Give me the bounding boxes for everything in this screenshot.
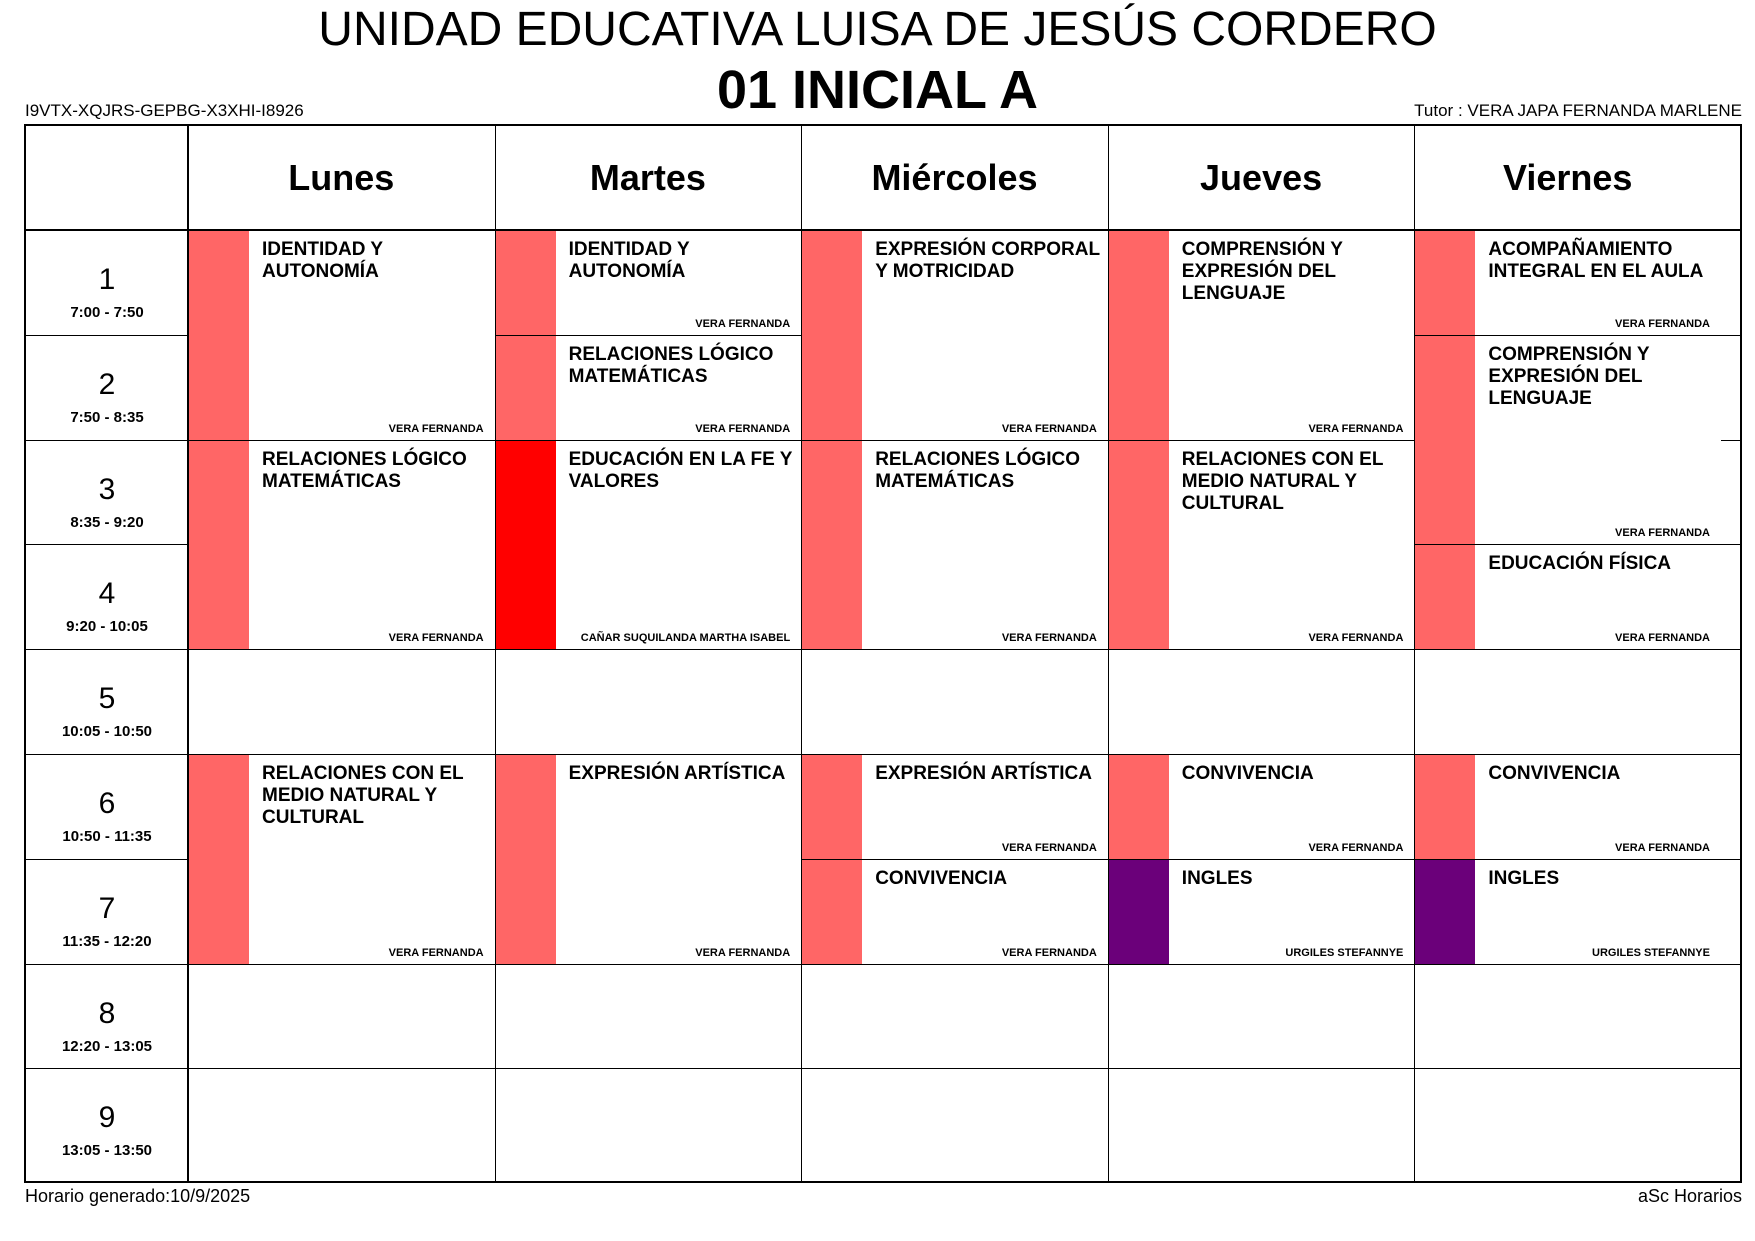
subject-color-bar [1415, 755, 1475, 859]
subject-color-bar [1109, 231, 1169, 440]
lesson-card[interactable] [189, 755, 495, 964]
subject-color-bar [802, 755, 862, 859]
subject-color-bar [1415, 231, 1475, 335]
subject-name: EXPRESIÓN ARTÍSTICA [875, 763, 1092, 784]
teacher-name: VERA FERNANDA [695, 317, 791, 330]
subject-color-bar [189, 755, 249, 964]
subject-name: INGLES [1488, 867, 1560, 889]
period-time: 13:05 - 13:50 [61, 1142, 153, 1160]
lesson-card[interactable] [1415, 860, 1721, 964]
subject-color-bar [496, 231, 556, 335]
day-header: Jueves [1200, 157, 1323, 198]
subject-color-bar [1415, 860, 1475, 964]
lesson-card[interactable] [189, 231, 495, 440]
period-time: 7:50 - 8:35 [70, 408, 144, 426]
subject-name: EDUCACIÓN EN LA FE Y VALORES [568, 448, 793, 492]
lesson-card[interactable] [1415, 231, 1721, 335]
class-title: 01 INICIAL A [716, 60, 1039, 120]
subject-name: CONVIVENCIA [1488, 763, 1621, 784]
lesson-card[interactable] [1109, 755, 1415, 859]
subject-color-bar [189, 231, 249, 440]
lesson-card[interactable] [802, 441, 1108, 650]
period-label [26, 544, 188, 649]
teacher-name: VERA FERNANDA [1001, 841, 1097, 854]
subject-color-bar [1109, 860, 1169, 964]
lesson-card[interactable] [1109, 441, 1415, 650]
subject-color-bar [1415, 545, 1475, 649]
grid-divider [26, 964, 1740, 965]
period-label [26, 230, 188, 335]
period-time: 7:00 - 7:50 [70, 304, 144, 321]
subject-color-bar [1109, 441, 1169, 650]
teacher-name: VERA FERNANDA [1308, 632, 1404, 645]
subject-name: INGLES [1181, 867, 1253, 889]
teacher-name: VERA FERNANDA [695, 946, 791, 959]
teacher-name: VERA FERNANDA [1615, 841, 1710, 854]
day-header: Martes [589, 157, 706, 198]
period-label [26, 754, 188, 859]
subject-color-bar [189, 441, 249, 650]
subject-color-bar [802, 231, 862, 440]
teacher-name: VERA FERNANDA [1001, 422, 1097, 435]
period-number: 3 [98, 472, 116, 506]
teacher-name: VERA FERNANDA [1615, 317, 1710, 330]
subject-name: RELACIONES LÓGICO MATEMÁTICAS [568, 343, 774, 387]
subject-color-bar [802, 441, 862, 650]
subject-name: IDENTIDAD Y AUTONOMÍA [568, 239, 690, 282]
subject-name: COMPRENSIÓN Y EXPRESIÓN DEL LENGUAJE [1181, 239, 1343, 304]
teacher-name: VERA FERNANDA [1308, 422, 1404, 435]
subject-color-bar [496, 336, 556, 440]
period-time: 11:35 - 12:20 [62, 932, 152, 950]
period-number: 2 [98, 367, 116, 401]
lesson-card[interactable] [1415, 336, 1721, 545]
teacher-name: VERA FERNANDA [388, 946, 484, 959]
document-code: I9VTX-XQJRS-GEPBG-X3XHI-I8926 [25, 101, 304, 120]
period-label [26, 859, 188, 964]
teacher-name: CAÑAR SUQUILANDA MARTHA ISABEL [580, 632, 791, 645]
teacher-name: VERA FERNANDA [1308, 841, 1404, 854]
lesson-card[interactable] [802, 755, 1108, 859]
subject-color-bar [1415, 336, 1475, 545]
period-time: 10:50 - 11:35 [62, 828, 152, 845]
subject-name: EXPRESIÓN ARTÍSTICA [568, 763, 786, 784]
teacher-name: VERA FERNANDA [695, 422, 791, 435]
timetable-grid [24, 124, 1742, 1183]
lesson-card[interactable] [496, 336, 802, 440]
lesson-card[interactable] [1415, 545, 1721, 649]
subject-color-bar [802, 860, 862, 964]
subject-name: RELACIONES CON EL MEDIO NATURAL Y CULTURAL [1181, 448, 1384, 514]
lesson-card[interactable] [1109, 231, 1415, 440]
period-label [26, 649, 188, 754]
grid-divider [26, 1068, 1740, 1069]
teacher-name: VERA FERNANDA [1615, 632, 1710, 645]
lesson-card[interactable] [496, 441, 802, 650]
lesson-card[interactable] [1415, 755, 1721, 859]
teacher-name: URGILES STEFANNYE [1285, 946, 1404, 959]
lesson-card[interactable] [802, 860, 1108, 964]
teacher-name: VERA FERNANDA [388, 422, 484, 435]
day-header: Miércoles [871, 157, 1038, 198]
period-time: 10:05 - 10:50 [61, 723, 153, 741]
subject-name: EDUCACIÓN FÍSICA [1488, 553, 1672, 575]
period-number: 4 [98, 577, 116, 611]
subject-name: RELACIONES LÓGICO MATEMÁTICAS [262, 448, 467, 492]
period-time: 8:35 - 9:20 [70, 513, 144, 531]
period-label [26, 964, 188, 1069]
software-credit: aSc Horarios [1637, 1186, 1742, 1206]
period-time: 12:20 - 13:05 [61, 1037, 153, 1055]
lesson-card[interactable] [496, 231, 802, 335]
subject-color-bar [496, 441, 556, 650]
lesson-card[interactable] [189, 441, 495, 650]
period-number: 7 [98, 891, 116, 925]
subject-color-bar [1109, 755, 1169, 859]
teacher-name: VERA FERNANDA [1001, 632, 1097, 645]
period-number: 6 [98, 787, 116, 820]
subject-name: ACOMPAÑAMIENTO INTEGRAL EN EL AULA [1488, 239, 1704, 282]
subject-name: IDENTIDAD Y AUTONOMÍA [262, 239, 383, 282]
period-number: 8 [98, 996, 116, 1030]
subject-color-bar [496, 755, 556, 964]
subject-name: RELACIONES LÓGICO MATEMÁTICAS [875, 448, 1080, 492]
generated-date: Horario generado:10/9/2025 [25, 1186, 251, 1206]
period-label [26, 335, 188, 440]
teacher-name: VERA FERNANDA [388, 632, 484, 645]
tutor-label: Tutor : VERA JAPA FERNANDA MARLENE [1414, 101, 1742, 120]
school-name: UNIDAD EDUCATIVA LUISA DE JESÚS CORDERO [318, 3, 1437, 56]
period-number: 9 [98, 1101, 116, 1135]
subject-name: CONVIVENCIA [875, 867, 1008, 889]
day-header: Viernes [1502, 157, 1633, 198]
teacher-name: VERA FERNANDA [1001, 946, 1097, 959]
subject-name: CONVIVENCIA [1181, 763, 1314, 784]
subject-name: RELACIONES CON EL MEDIO NATURAL Y CULTURAL [262, 763, 464, 828]
subject-name: EXPRESIÓN CORPORAL Y MOTRICIDAD [875, 239, 1100, 282]
lesson-card[interactable] [496, 755, 802, 964]
lesson-card[interactable] [802, 231, 1108, 440]
grid-divider [26, 649, 1740, 650]
teacher-name: URGILES STEFANNYE [1592, 946, 1710, 959]
period-label [26, 1068, 188, 1173]
subject-name: COMPRENSIÓN Y EXPRESIÓN DEL LENGUAJE [1488, 343, 1650, 409]
teacher-name: VERA FERNANDA [1615, 527, 1710, 540]
period-label [26, 440, 188, 545]
period-number: 1 [98, 263, 116, 296]
lesson-card[interactable] [1109, 860, 1415, 964]
day-header: Lunes [288, 157, 395, 198]
period-number: 5 [98, 682, 116, 716]
period-time: 9:20 - 10:05 [66, 618, 148, 636]
